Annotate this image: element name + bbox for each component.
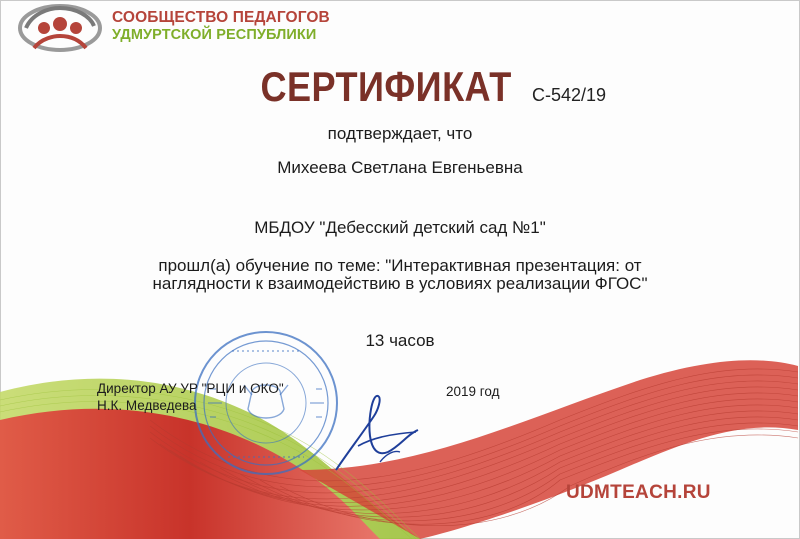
org-name-line2: УДМУРТСКОЙ РЕСПУБЛИКИ [112,27,317,43]
course-line-2: наглядности к взаимодействию в условиях реализации ФГОС" [152,274,648,293]
org-name-line1: СООБЩЕСТВО ПЕДАГОГОВ [112,9,330,26]
director-block [97,380,284,414]
recipient-name: Михеева Светлана Евгеньевна [277,158,523,177]
website-label: UDMTEACH.RU [566,482,711,503]
certificate-title: СЕРТИФИКАТ [260,63,512,110]
director-name: Н.К. Медведева [97,398,197,413]
director-title: Директор АУ УР "РЦИ и ОКО" [97,381,284,396]
certificate-number: С-542/19 [532,85,607,105]
issue-year: 2019 год [446,384,500,399]
course-line-1: прошл(а) обучение по теме: "Интерактивная презентация: от [158,256,642,275]
certificate-title-wrap [0,63,800,111]
community-logo [18,4,102,52]
signature [328,390,424,476]
confirms-text: подтверждает, что [327,124,473,143]
course-hours: 13 часов [365,331,435,350]
recipient-organization: МБДОУ "Дебесский детский сад №1" [254,218,546,237]
